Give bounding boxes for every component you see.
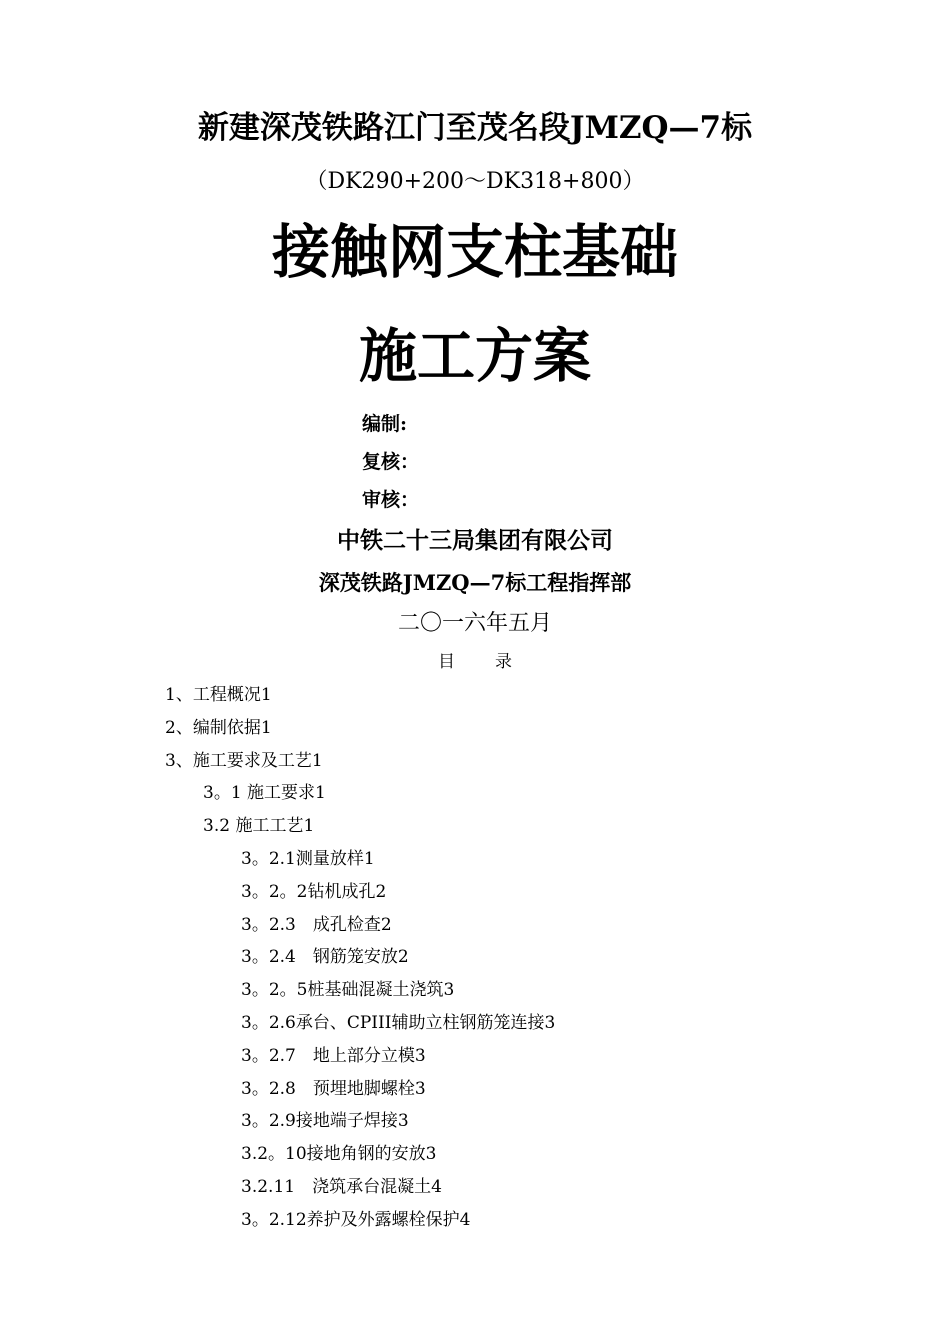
toc-item[interactable]: 3。2.8 预埋地脚螺栓3 [241, 1079, 426, 1099]
toc-item[interactable]: 3.2.11 浇筑承台混凝土4 [241, 1177, 442, 1197]
section-range: （DK290+200～DK318+800） [305, 169, 645, 194]
toc-item[interactable]: 3.2。10接地角钢的安放3 [241, 1144, 437, 1164]
toc-item[interactable]: 3。1 施工要求1 [203, 783, 326, 803]
project-title: 新建深茂铁路江门至茂名段JMZQ—7标 [197, 110, 753, 146]
toc-item[interactable]: 3。2.1测量放样1 [241, 849, 375, 869]
toc-item[interactable]: 3。2.4 钢筋笼安放2 [241, 947, 409, 967]
department-name: 深茂铁路JMZQ—7标工程指挥部 [318, 570, 632, 595]
company-name: 中铁二十三局集团有限公司 [337, 527, 613, 554]
toc-item[interactable]: 3。2.12养护及外露螺栓保护4 [241, 1210, 471, 1230]
toc-item[interactable]: 3。2.7 地上部分立模3 [241, 1046, 426, 1066]
compiled-by-label: 编制: [362, 413, 408, 435]
toc-item[interactable]: 3。2.3 成孔检查2 [241, 915, 392, 935]
toc-item[interactable]: 3、施工要求及工艺1 [165, 751, 323, 771]
document-date: 二〇一六年五月 [397, 611, 552, 636]
document-title-line-2: 施工方案 [358, 322, 591, 390]
document-title-line-1: 接触网支柱基础 [271, 218, 678, 286]
toc-item[interactable]: 3。2.9接地端子焊接3 [241, 1111, 409, 1131]
toc-item[interactable]: 1、工程概况1 [165, 685, 272, 705]
toc-item[interactable]: 3。2。5桩基础混凝土浇筑3 [241, 980, 455, 1000]
approved-by-label: 审核： [362, 489, 420, 511]
toc-item[interactable]: 3.2 施工工艺1 [203, 816, 315, 836]
toc-heading: 目录 [438, 652, 552, 672]
toc-item[interactable]: 2、编制依据1 [165, 718, 272, 738]
toc-item[interactable]: 3。2.6承台、CPIII辅助立柱钢筋笼连接3 [241, 1013, 556, 1033]
toc-item[interactable]: 3。2。2钻机成孔2 [241, 882, 387, 902]
reviewed-by-label: 复核： [362, 451, 420, 473]
